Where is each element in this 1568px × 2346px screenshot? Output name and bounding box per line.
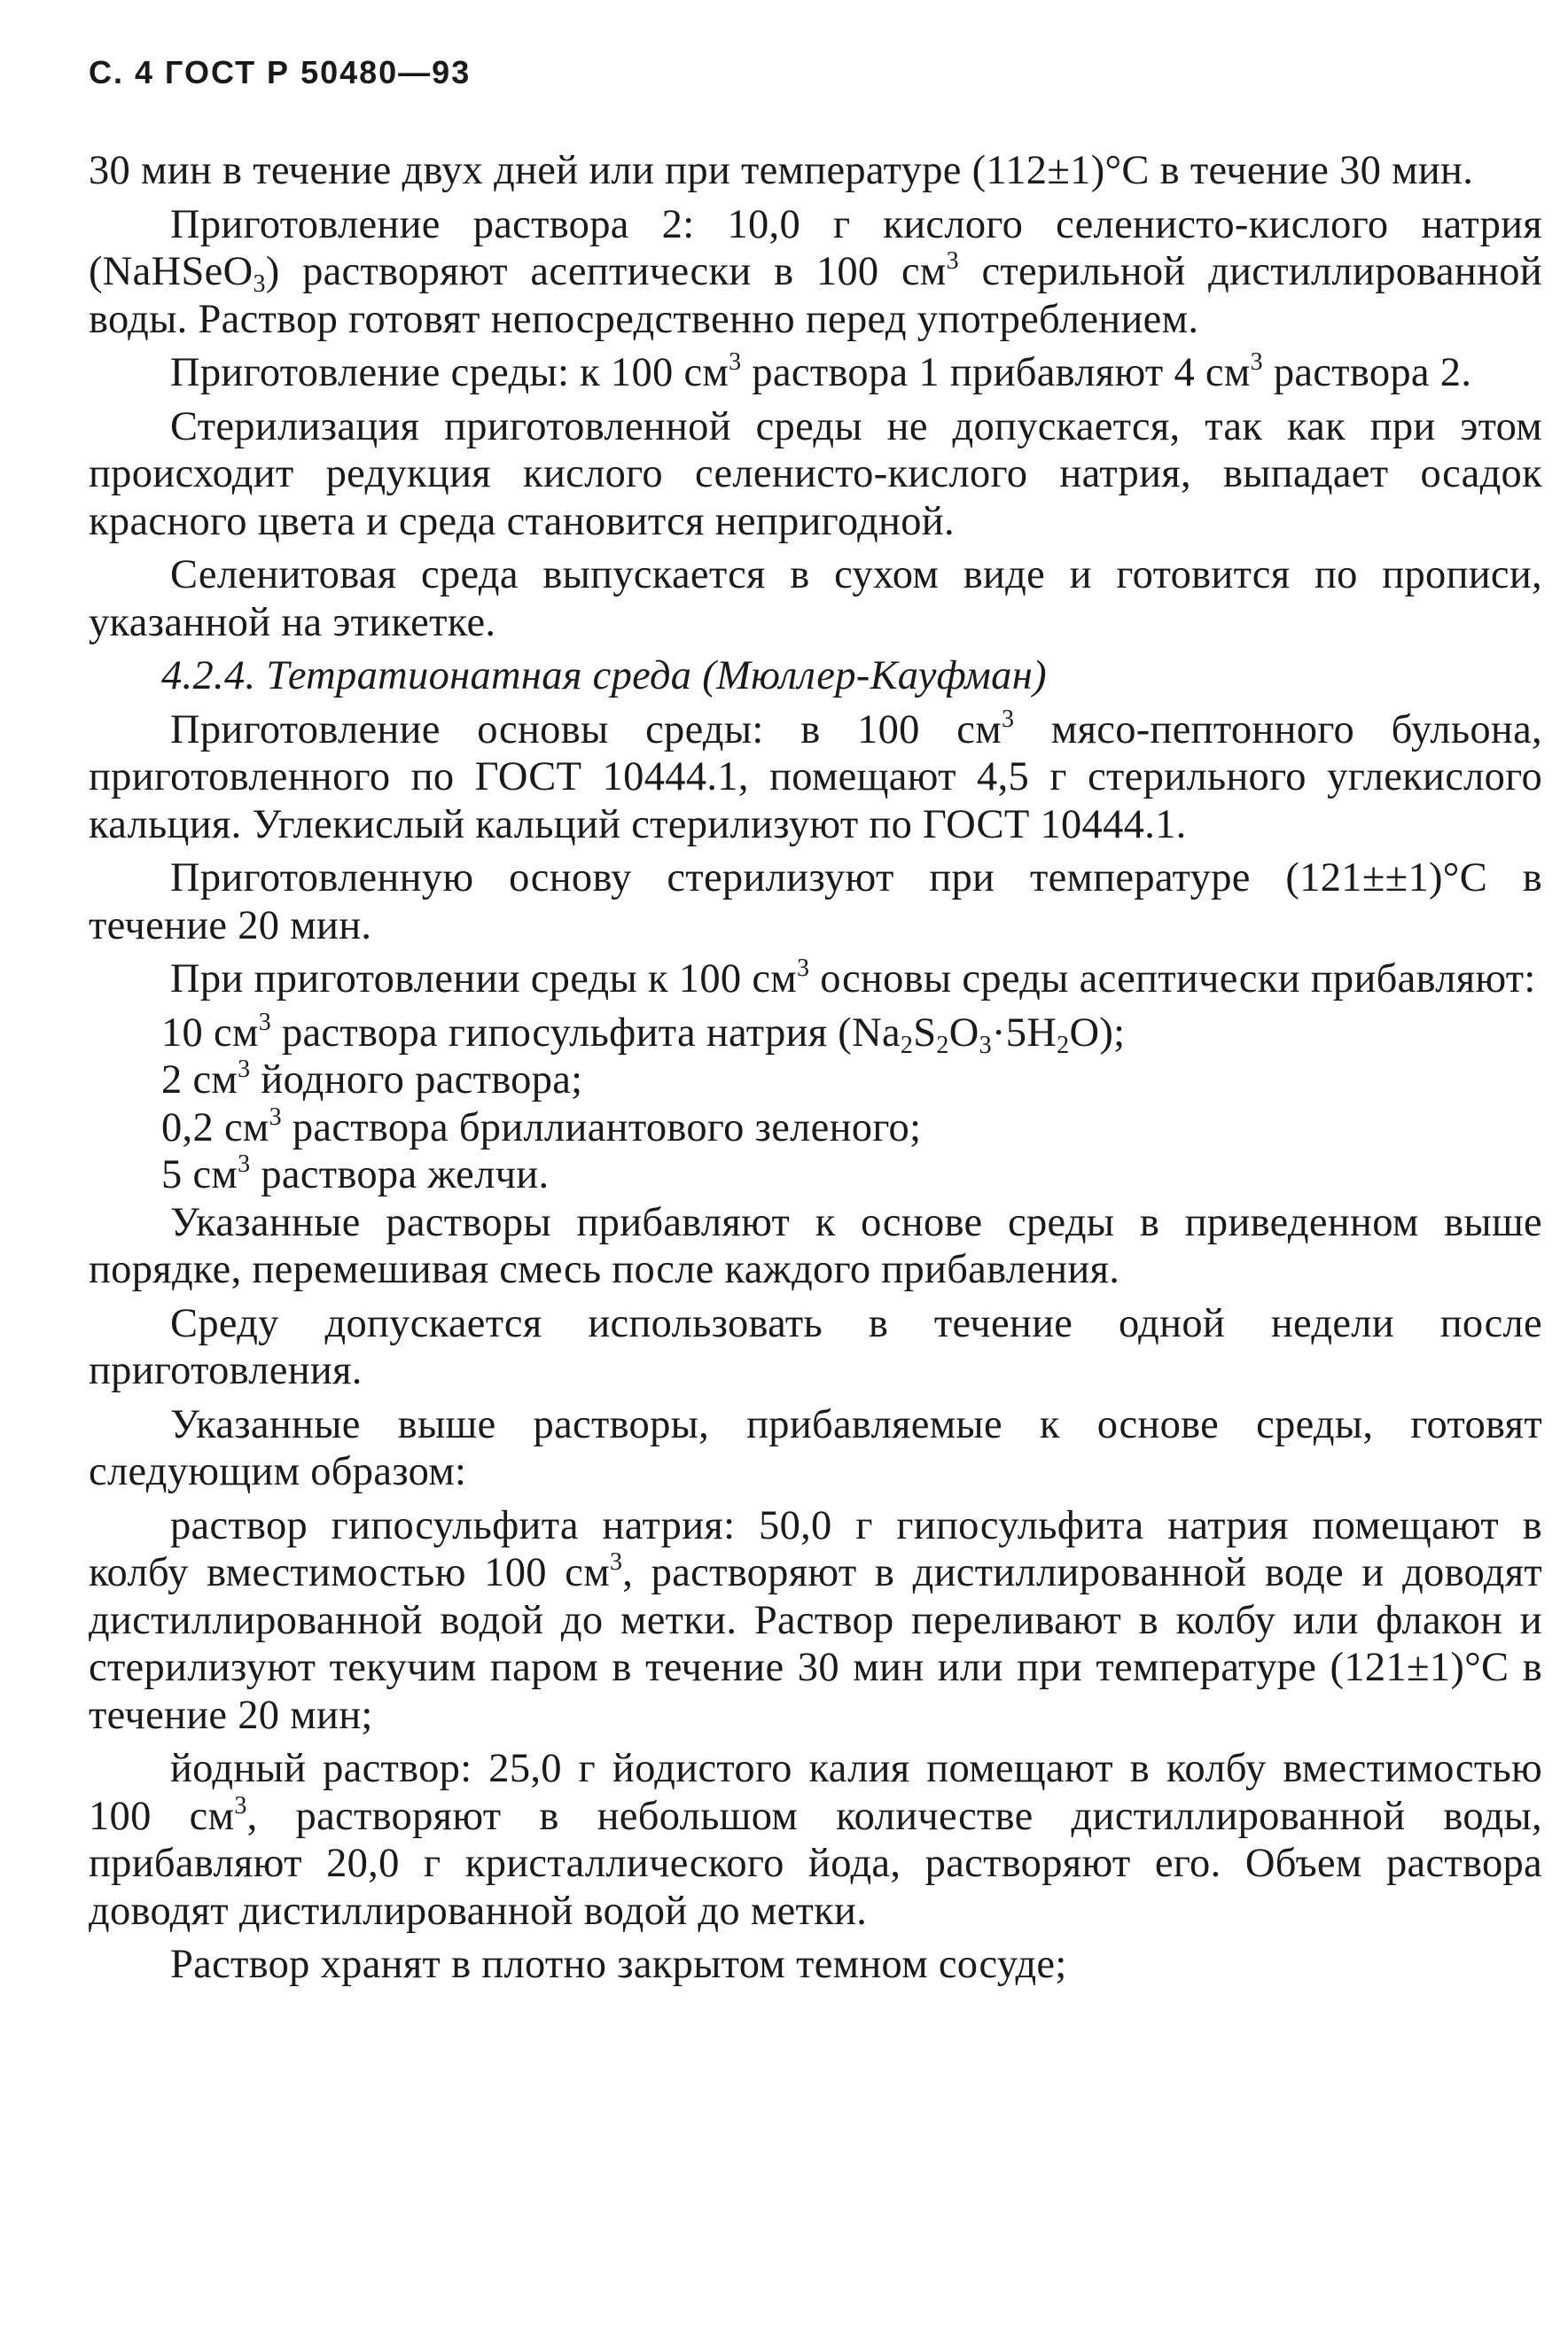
document-page (89, 51, 1542, 1995)
paragraph: раствор гипосульфита натрия: 50,0 г гипосульфита натрия помещают в колбу вместимостью 100 $см^3$, растворяют в дистиллированной воде и доводят дистиллированной водой до метки. Раствор переливают в колбу или флакон и стерилизуют текучим паром в течение 30 мин или при температуре (121±1)°С в течение 20 мин; (89, 1502, 1542, 1738)
paragraph: Среду допускается использовать в течение одной недели после приготовления. (89, 1300, 1542, 1393)
paragraph: Приготовление основы среды: в 100 $см^3$ мясо-пептонного бульона, приготовленного по ГОСТ 10444.1, помещают 4,5 г стерильного углекислого кальция. Углекислый кальций стерилизуют по ГОСТ 10444.1. (89, 705, 1542, 847)
paragraph: Стерилизация приготовленной среды не допускается, так как при этом происходит редукция кислого селенисто-кислого натрия, выпадает осадок красного цвета и среда становится непригодной. (89, 403, 1542, 544)
paragraph: йодный раствор: 25,0 г йодистого калия помещают в колбу вместимостью 100 $см^3$, растворяют в небольшом количестве дистиллированной воды, прибавляют 20,0 г кристаллического йода, растворяют его. Объем раствора доводят дистиллированной водой до метки. (89, 1746, 1542, 1934)
document-body (89, 147, 1542, 1989)
list-item: 10 $см^3$ раствора гипосульфита натрия $(Na_2S_2O_3\cdot 5H_2O)$; (161, 1008, 1126, 1059)
paragraph: Селенитовая среда выпускается в сухом виде и готовится по прописи, указанной на этикетке. (89, 552, 1542, 645)
paragraph: Указанные выше растворы, прибавляемые к основе среды, готовят следующим образом: (89, 1401, 1542, 1494)
paragraph: Приготовление раствора 2: 10,0 г кислого селенисто-кислого натрия (NaHSeO$_3$) растворяют асептически в 100 $см^3$ стерильной дистиллированной воды. Раствор готовят непосредственно перед употреблением. (89, 201, 1542, 342)
section-heading: 4.2.4. Тетратионатная среда (Мюллер-Кауфман) (161, 653, 1047, 698)
paragraph: Приготовление среды: к 100 $см^3$ раствора 1 прибавляют 4 $см^3$ раствора 2. (170, 348, 1472, 395)
paragraph: Раствор хранят в плотно закрытом темном сосуде; (170, 1942, 1067, 1987)
paragraph: Указанные растворы прибавляют к основе среды в приведенном выше порядке, перемешивая смесь после каждого прибавления. (89, 1199, 1542, 1292)
list-item: 2 $см^3$ йодного раствора; (161, 1056, 583, 1103)
paragraph: При приготовлении среды к 100 $см^3$ основы среды асептически прибавляют: (170, 955, 1536, 1002)
paragraph: Приготовленную основу стерилизуют при температуре (121±±1)°С в течение 20 мин. (89, 855, 1542, 948)
paragraph: 30 мин в течение двух дней или при температуре (112±1)°С в течение 30 мин. (89, 148, 1474, 193)
list-item: 0,2 $см^3$ раствора бриллиантового зеленого; (161, 1103, 922, 1150)
list-item: 5 $см^3$ раствора желчи. (161, 1150, 550, 1197)
page-header: С. 4 ГОСТ Р 50480—93 (89, 54, 472, 90)
